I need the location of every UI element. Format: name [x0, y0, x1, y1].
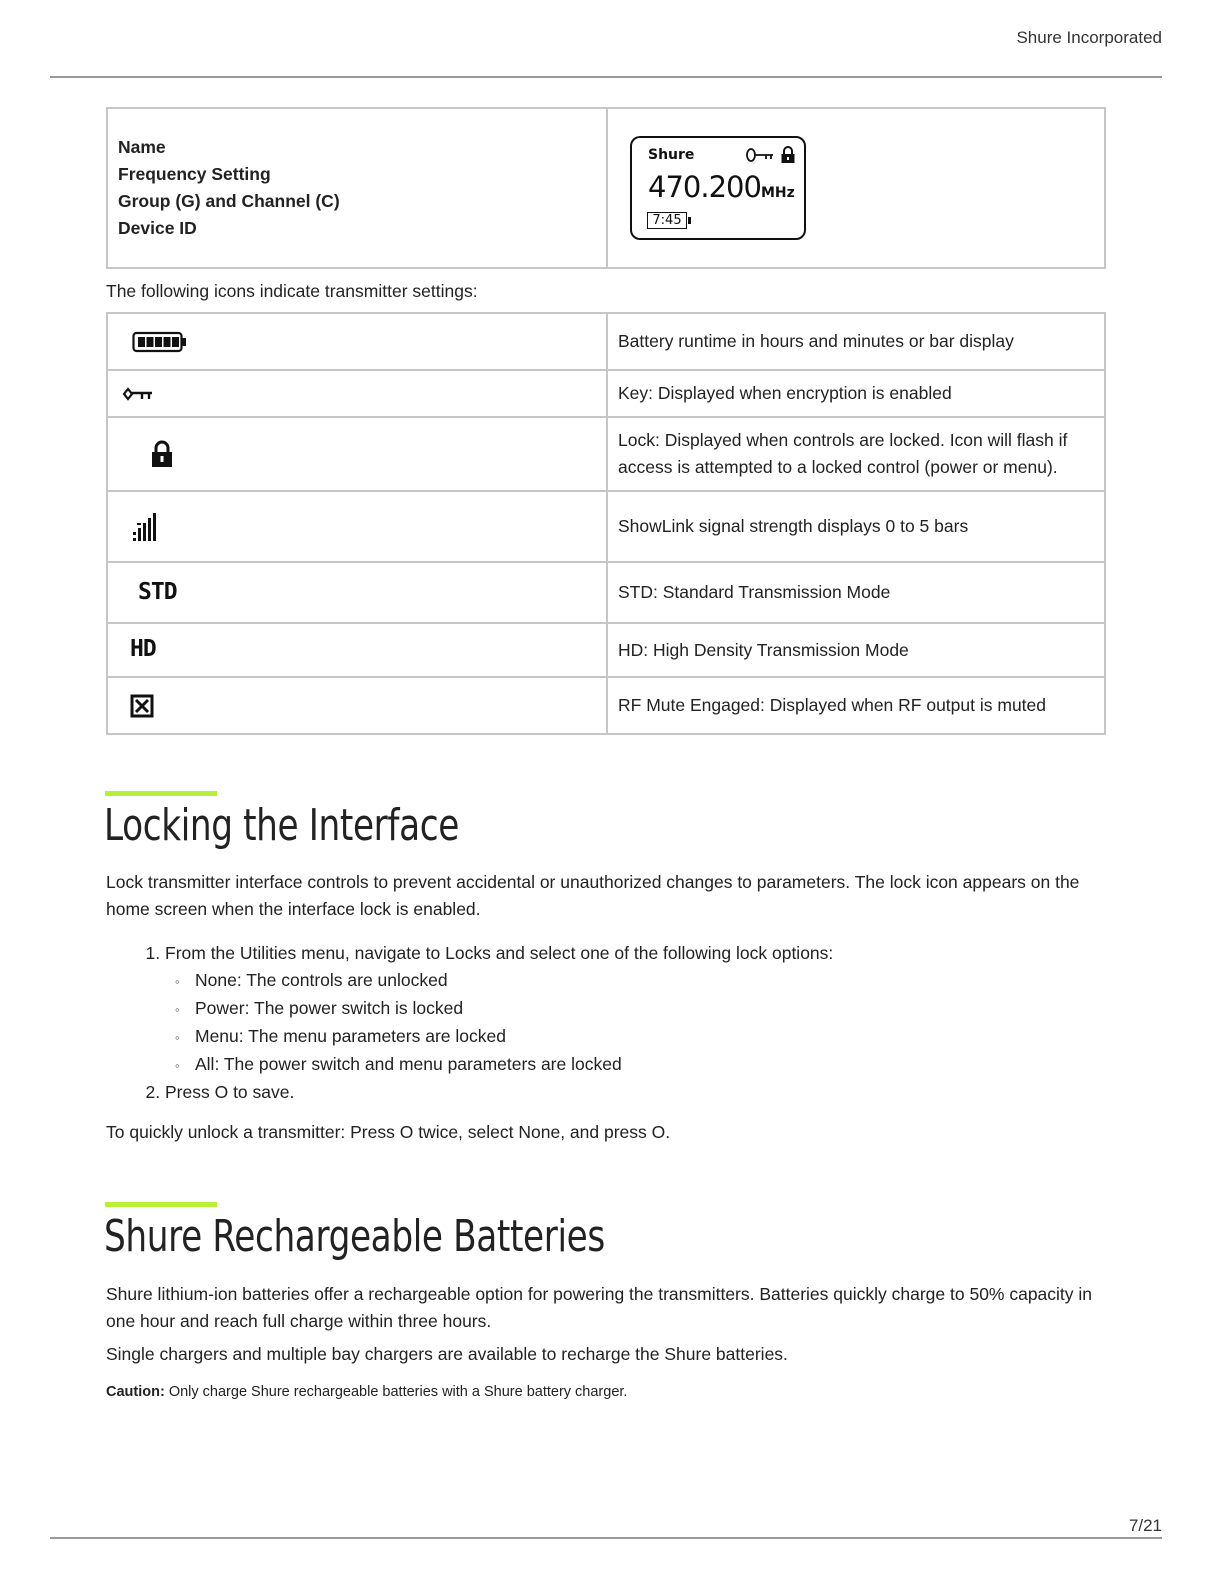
label-frequency: Frequency Setting	[118, 164, 271, 184]
lock-icon	[150, 440, 174, 468]
icons-intro-text: The following icons indicate transmitter settings:	[106, 281, 478, 301]
footer-divider	[50, 1537, 1162, 1539]
icon-cell	[107, 562, 607, 623]
table-row	[107, 562, 1105, 623]
icon-cell	[107, 417, 607, 491]
lcd-frequency-unit: MHz	[760, 185, 795, 201]
section-title-locking: Locking the Interface	[104, 800, 459, 851]
label-device-id: Device ID	[118, 218, 197, 238]
icon-description: Battery runtime in hours and minutes or bar display	[607, 313, 1105, 370]
lock-option-item: ◦ Menu: The menu parameters are locked	[195, 1023, 1105, 1051]
batteries-intro: Shure lithium-ion batteries offer a rechargeable option for powering the transmitters. Batteries quickly charge to 50% capacity in one hour and reach full charge within three hours.	[106, 1284, 1093, 1331]
hd-icon: HD	[130, 636, 156, 662]
display-illustration-cell	[607, 108, 1105, 268]
signal-strength-icon	[132, 512, 160, 542]
section-accent-bar	[105, 791, 217, 796]
icon-cell	[107, 623, 607, 677]
table-row	[107, 623, 1105, 677]
batteries-chargers: Single chargers and multiple bay chargers are available to recharge the Shure batteries.	[106, 1344, 788, 1364]
icon-description: HD: High Density Transmission Mode	[607, 623, 1105, 677]
display-layout-table	[106, 107, 1106, 269]
caution-note	[106, 1384, 627, 1400]
header-divider	[50, 76, 1162, 78]
section-title-batteries: Shure Rechargeable Batteries	[104, 1211, 605, 1262]
transmitter-icons-table	[106, 312, 1106, 735]
battery-icon	[132, 331, 188, 353]
rf-mute-icon	[130, 694, 154, 718]
display-field-labels	[107, 108, 607, 268]
step-2-text: Press O to save.	[165, 1082, 295, 1102]
icon-cell	[107, 313, 607, 370]
table-row	[107, 108, 1105, 268]
icon-cell	[107, 370, 607, 417]
transmitter-lcd-screen	[630, 136, 806, 240]
table-row	[107, 677, 1105, 734]
header-company-name: Shure Incorporated	[1016, 28, 1162, 47]
lcd-device-name: Shure	[648, 147, 695, 163]
icon-description: Lock: Displayed when controls are locked. Icon will flash if access is attempted to a locked control (power or menu).	[607, 417, 1105, 491]
icon-description: RF Mute Engaged: Displayed when RF output is muted	[607, 677, 1105, 734]
label-group-channel: Group (G) and Channel (C)	[118, 191, 340, 211]
caution-label: Caution:	[106, 1384, 165, 1400]
lcd-frequency-value: 470.200	[648, 170, 761, 204]
icon-cell	[107, 491, 607, 562]
label-name: Name	[118, 137, 166, 157]
key-icon	[746, 147, 774, 163]
lock-option-item: ◦ None: The controls are unlocked	[195, 967, 1105, 995]
key-icon	[122, 385, 154, 403]
lock-option-item: ◦ All: The power switch and menu parameters are locked	[195, 1051, 1105, 1079]
page-number: 7/21	[1128, 1516, 1162, 1535]
std-icon: STD	[138, 578, 177, 605]
lock-options-list	[165, 967, 1105, 1079]
table-row	[107, 491, 1105, 562]
caution-text: Only charge Shure rechargeable batteries with a Shure battery charger.	[164, 1384, 628, 1400]
lcd-battery-runtime: 7:45	[647, 212, 687, 229]
icon-description: Key: Displayed when encryption is enabled	[607, 370, 1105, 417]
section-accent-bar	[105, 1202, 217, 1207]
locking-intro: Lock transmitter interface controls to prevent accidental or unauthorized changes to parameters. The lock icon appears on the home screen when the interface lock is enabled.	[106, 872, 1080, 919]
table-row	[107, 313, 1105, 370]
quick-unlock-text: To quickly unlock a transmitter: Press O twice, select None, and press O.	[106, 1122, 671, 1142]
step-1-text: From the Utilities menu, navigate to Locks and select one of the following lock options:	[165, 943, 834, 963]
table-row	[107, 370, 1105, 417]
icon-description: STD: Standard Transmission Mode	[607, 562, 1105, 623]
locking-steps-list	[106, 940, 1105, 1106]
list-item	[165, 940, 1105, 1079]
lock-icon	[780, 146, 796, 164]
table-row	[107, 417, 1105, 491]
lock-option-item: ◦ Power: The power switch is locked	[195, 995, 1105, 1023]
icon-description: ShowLink signal strength displays 0 to 5 bars	[607, 491, 1105, 562]
lcd-frequency	[648, 170, 795, 204]
icon-cell	[107, 677, 607, 734]
list-item	[165, 1079, 1105, 1106]
